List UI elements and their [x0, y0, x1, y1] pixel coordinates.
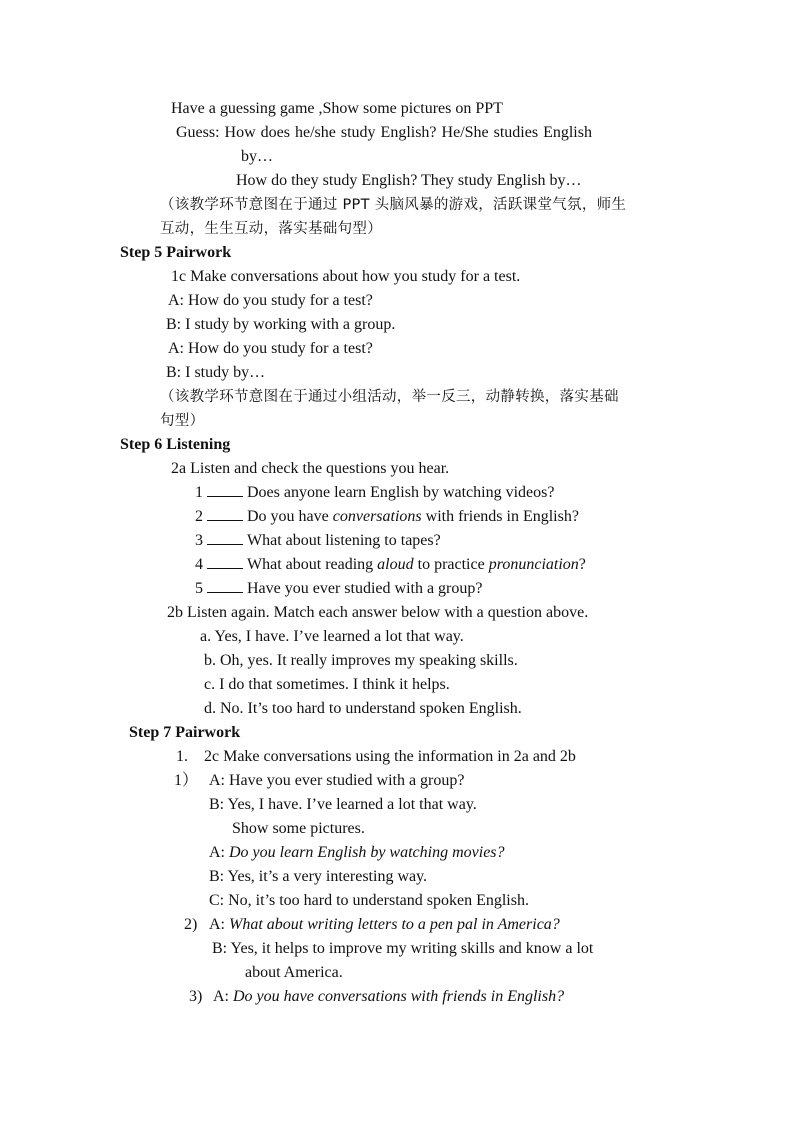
practice-1-line-b: B: Yes, I have. I’ve learned a lot that way.: [209, 796, 477, 813]
question-item-2: 2 Do you have conversations with friends in English?: [195, 508, 579, 525]
step5-dialog-a2: A: How do you study for a test?: [168, 340, 373, 357]
practice-1-line-b2: B: Yes, it’s a very interesting way.: [209, 868, 428, 885]
intent-note-2: （该教学环节意图在于通过小组活动，举一反三，动静转换，落实基础: [160, 389, 619, 405]
step6-heading: Step 6 Listening: [120, 436, 231, 453]
answer-blank[interactable]: [207, 482, 243, 497]
step7-item-1-number: 1.: [176, 748, 188, 765]
task-2b-instruction: 2b Listen again. Match each answer below with a question above.: [167, 604, 589, 621]
practice-1-line-a2: A: Do you learn English by watching movies?: [209, 844, 505, 861]
practice-1-line-a: A: Have you ever studied with a group?: [209, 772, 465, 789]
practice-3-number: 3): [189, 988, 203, 1005]
practice-2-line-b-cont: about America.: [245, 964, 343, 981]
practice-1-show-pictures: Show some pictures.: [232, 820, 365, 837]
practice-3-line-a: A: Do you have conversations with friends in English?: [213, 988, 565, 1005]
step5-dialog-b2: B: I study by…: [166, 364, 266, 381]
answer-c: c. I do that sometimes. I think it helps.: [204, 676, 450, 693]
practice-2-line-a: A: What about writing letters to a pen pal in America?: [209, 916, 560, 933]
answer-blank[interactable]: [207, 506, 243, 521]
guess-line-2: How do they study English? They study English by…: [236, 172, 582, 189]
practice-2-line-b: B: Yes, it helps to improve my writing skills and know a lot: [212, 940, 594, 957]
step5-heading: Step 5 Pairwork: [120, 244, 232, 261]
answer-blank[interactable]: [207, 554, 243, 569]
guessing-game-line: Have a guessing game ,Show some pictures on PPT: [171, 100, 503, 117]
answer-b: b. Oh, yes. It really improves my speaking skills.: [204, 652, 518, 669]
practice-1-line-c: C: No, it’s too hard to understand spoken English.: [209, 892, 529, 909]
answer-blank[interactable]: [207, 530, 243, 545]
question-item-1: 1 Does anyone learn English by watching videos?: [195, 484, 555, 501]
step5-dialog-b1: B: I study by working with a group.: [166, 316, 396, 333]
question-item-3: 3 What about listening to tapes?: [195, 532, 441, 549]
answer-d: d. No. It’s too hard to understand spoken English.: [204, 700, 522, 717]
intent-note-1-cont: 互动，生生互动，落实基础句型）: [160, 221, 382, 237]
answer-a: a. Yes, I have. I’ve learned a lot that way.: [200, 628, 464, 645]
step5-dialog-a1: A: How do you study for a test?: [168, 292, 373, 309]
step5-instruction: 1c Make conversations about how you study for a test.: [171, 268, 521, 285]
task-2a-instruction: 2a Listen and check the questions you hear.: [171, 460, 450, 477]
intent-note-1: （该教学环节意图在于通过 PPT 头脑风暴的游戏，活跃课堂气氛，师生: [160, 197, 627, 213]
answer-blank[interactable]: [207, 578, 243, 593]
question-item-4: 4 What about reading aloud to practice pronunciation?: [195, 556, 586, 573]
practice-1-number: 1）: [174, 772, 199, 789]
question-item-5: 5 Have you ever studied with a group?: [195, 580, 483, 597]
guess-line-cont: by…: [241, 148, 273, 165]
step7-heading: Step 7 Pairwork: [129, 724, 241, 741]
guess-line: Guess: How does he/she study English? He/She studies English: [176, 124, 592, 141]
practice-2-number: 2): [184, 916, 198, 933]
intent-note-2-cont: 句型）: [160, 413, 205, 429]
task-2c-instruction: 2c Make conversations using the information in 2a and 2b: [204, 748, 576, 765]
